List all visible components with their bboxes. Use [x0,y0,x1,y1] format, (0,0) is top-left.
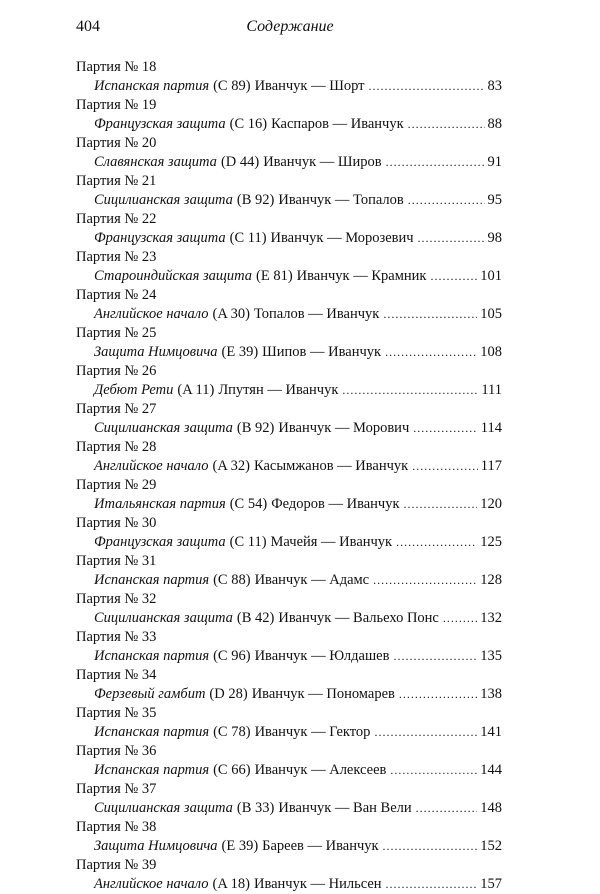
game-line [76,495,502,514]
page-reference: 83 [487,78,502,94]
toc-entry [76,514,502,552]
game-line [76,723,502,742]
toc-entry [76,96,502,134]
game-heading: Партия № 28 [76,439,157,455]
game-heading: Партия № 25 [76,325,157,341]
toc-entry [76,58,502,96]
game-line [76,229,502,248]
players: Бареев — Иванчук [262,838,379,854]
toc-entry [76,742,502,780]
eco-code: (D 28) [209,686,248,702]
game-heading: Партия № 37 [76,781,157,797]
page-reference: 114 [480,420,502,436]
toc-entry [76,324,502,362]
players: Топалов — Иванчук [253,306,380,322]
dot-leader [383,305,477,324]
toc-entry [76,856,502,894]
dot-leader [413,419,478,438]
dot-leader [404,495,478,514]
running-title: Содержание [246,18,334,35]
eco-code: (C 16) [229,116,268,132]
opening-name: Староиндийская защита [94,268,253,284]
players: Иванчук — Морозевич [270,230,414,246]
game-line [76,761,502,780]
page-reference: 152 [480,838,502,854]
game-line [76,875,502,894]
eco-code: (C 78) [213,724,251,740]
opening-name: Дебют Рети [94,382,174,398]
toc-entry [76,400,502,438]
page-reference: 125 [480,534,502,550]
players: Иванчук — Широв [263,154,382,170]
dot-leader [393,647,477,666]
game-heading: Партия № 20 [76,135,157,151]
dot-leader [342,381,478,400]
page-reference: 98 [487,230,502,246]
game-line [76,457,502,476]
game-heading: Партия № 30 [76,515,157,531]
opening-name: Сицилианская защита [94,610,233,626]
dot-leader [373,571,477,590]
game-heading: Партия № 21 [76,173,157,189]
opening-name: Французская защита [94,534,226,550]
game-heading: Партия № 19 [76,97,157,113]
eco-code: (A 30) [212,306,250,322]
game-heading: Партия № 26 [76,363,157,379]
players: Иванчук — Ван Вели [278,800,412,816]
page-reference: 132 [480,610,502,626]
opening-name: Испанская партия [94,648,210,664]
game-heading: Партия № 35 [76,705,157,721]
opening-name: Итальянская партия [94,496,226,512]
opening-name: Защита Нимцовича [94,344,218,360]
dot-leader [385,343,477,362]
game-heading: Партия № 22 [76,211,157,227]
dot-leader [408,115,485,134]
eco-code: (B 92) [236,420,275,436]
opening-name: Сицилианская защита [94,192,233,208]
players: Иванчук — Топалов [278,192,404,208]
game-heading: Партия № 32 [76,591,157,607]
players: Мачейя — Иванчук [270,534,393,550]
opening-name: Французская защита [94,230,226,246]
dot-leader [430,267,477,286]
dot-leader [386,153,485,172]
page-reference: 141 [480,724,502,740]
opening-name: Испанская партия [94,724,210,740]
eco-code: (C 88) [213,572,251,588]
players: Иванчук — Алексеев [254,762,387,778]
eco-code: (C 11) [229,230,267,246]
game-line [76,381,502,400]
page-reference: 128 [480,572,502,588]
dot-leader [386,875,478,894]
eco-code: (B 92) [236,192,275,208]
page-reference: 101 [480,268,502,284]
toc-entry [76,362,502,400]
eco-code: (C 11) [229,534,267,550]
eco-code: (E 81) [256,268,293,284]
dot-leader [412,457,478,476]
toc-entry [76,704,502,742]
page-reference: 157 [480,876,502,892]
toc-entry [76,666,502,704]
game-heading: Партия № 24 [76,287,157,303]
opening-name: Сицилианская защита [94,800,233,816]
game-line [76,191,502,210]
opening-name: Ферзевый гамбит [94,686,206,702]
players: Иванчук — Крамник [296,268,427,284]
eco-code: (E 39) [221,344,259,360]
page-reference: 148 [480,800,502,816]
toc-entry [76,818,502,856]
players: Лпутян — Иванчук [218,382,339,398]
players: Иванчук — Пономарев [251,686,395,702]
game-line [76,153,502,172]
page-reference: 91 [487,154,502,170]
game-line [76,837,502,856]
game-line [76,267,502,286]
eco-code: (C 54) [229,496,268,512]
dot-leader [443,609,477,628]
game-line [76,343,502,362]
game-heading: Партия № 29 [76,477,157,493]
players: Иванчук — Адамс [254,572,370,588]
eco-code: (C 66) [213,762,251,778]
opening-name: Испанская партия [94,572,210,588]
dot-leader [416,799,478,818]
page-reference: 108 [480,344,502,360]
players: Иванчук — Гектор [254,724,371,740]
game-line [76,609,502,628]
game-line [76,419,502,438]
opening-name: Защита Нимцовича [94,838,218,854]
toc-entry [76,134,502,172]
game-line [76,77,502,96]
toc-entry [76,590,502,628]
page-reference: 135 [480,648,502,664]
game-heading: Партия № 18 [76,59,157,75]
opening-name: Английское начало [94,306,209,322]
game-line [76,647,502,666]
page-reference: 144 [480,762,502,778]
opening-name: Испанская партия [94,762,210,778]
toc-entry [76,248,502,286]
page-reference: 138 [480,686,502,702]
eco-code: (A 32) [212,458,250,474]
dot-leader [369,77,485,96]
page-reference: 117 [480,458,502,474]
dot-leader [396,533,477,552]
eco-code: (C 96) [213,648,251,664]
toc-entry [76,172,502,210]
toc-entry [76,476,502,514]
dot-leader [374,723,477,742]
toc-entry [76,780,502,818]
page-header [76,18,504,40]
players: Каспаров — Иванчук [271,116,404,132]
game-heading: Партия № 23 [76,249,157,265]
toc-entry [76,286,502,324]
toc-entry [76,210,502,248]
players: Иванчук — Шорт [254,78,365,94]
page-number: 404 [76,18,100,35]
players: Федоров — Иванчук [271,496,400,512]
game-heading: Партия № 34 [76,667,157,683]
opening-name: Французская защита [94,116,226,132]
dot-leader [408,191,485,210]
game-line [76,305,502,324]
page-reference: 120 [480,496,502,512]
toc-entry [76,628,502,666]
players: Шипов — Иванчук [262,344,382,360]
eco-code: (A 18) [212,876,250,892]
eco-code: (A 11) [177,382,215,398]
page-reference: 95 [487,192,502,208]
game-line [76,533,502,552]
game-heading: Партия № 39 [76,857,157,873]
players: Иванчук — Юлдашев [254,648,390,664]
game-heading: Партия № 33 [76,629,157,645]
game-line [76,115,502,134]
dot-leader [399,685,477,704]
eco-code: (B 42) [236,610,275,626]
players: Иванчук — Вальехо Понс [278,610,439,626]
opening-name: Славянская защита [94,154,217,170]
opening-name: Английское начало [94,458,209,474]
dot-leader [383,837,478,856]
eco-code: (C 89) [213,78,251,94]
game-heading: Партия № 27 [76,401,157,417]
players: Иванчук — Морович [278,420,410,436]
game-heading: Партия № 36 [76,743,157,759]
dot-leader [418,229,485,248]
game-line [76,571,502,590]
opening-name: Испанская партия [94,78,210,94]
dot-leader [390,761,477,780]
opening-name: Английское начало [94,876,209,892]
game-heading: Партия № 31 [76,553,157,569]
eco-code: (E 39) [221,838,259,854]
opening-name: Сицилианская защита [94,420,233,436]
eco-code: (D 44) [220,154,260,170]
page-reference: 88 [487,116,502,132]
toc-entry [76,552,502,590]
toc-entry [76,438,502,476]
page-reference: 105 [480,306,502,322]
table-of-contents [76,58,502,894]
page-reference: 111 [481,382,502,398]
players: Иванчук — Нильсен [253,876,382,892]
players: Касымжанов — Иванчук [253,458,409,474]
eco-code: (B 33) [236,800,275,816]
game-line [76,799,502,818]
game-line [76,685,502,704]
game-heading: Партия № 38 [76,819,157,835]
